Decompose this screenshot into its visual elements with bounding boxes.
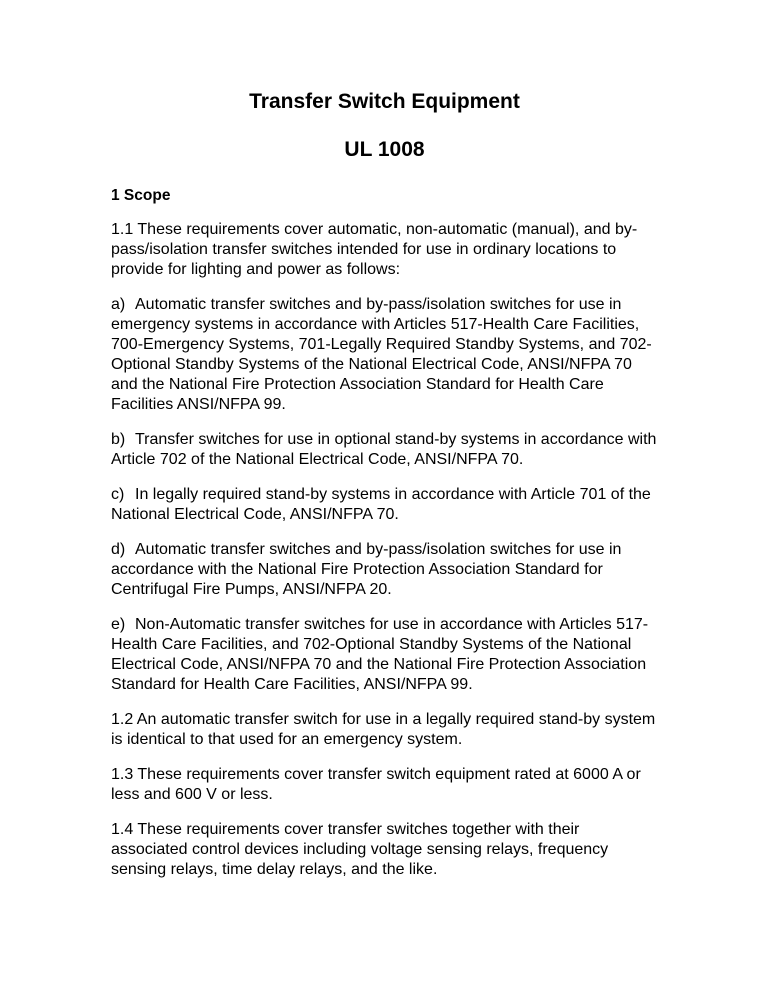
list-item-text: Non-Automatic transfer switches for use in accordance with Articles 517-Health Care Facilities, and 702-Optional Standby Systems of the National Electrical Code, ANSI/NFPA 70 and the National Fire Protection Association Standard for Health Care Facilities, ANSI/NFPA 99. — [111, 616, 649, 693]
list-item-text: Automatic transfer switches and by-pass/isolation switches for use in accordance with the National Fire Protection Association Standard for Centrifugal Fire Pumps, ANSI/NFPA 20. — [111, 541, 622, 598]
list-item-text: Transfer switches for use in optional stand-by systems in accordance with Article 702 of the National Electrical Code, ANSI/NFPA 70. — [111, 431, 657, 468]
list-item-text: In legally required stand-by systems in accordance with Article 701 of the National Electrical Code, ANSI/NFPA 70. — [111, 486, 651, 523]
list-item-label: b) — [111, 431, 126, 448]
list-item-label: d) — [111, 541, 126, 558]
list-item-e — [111, 600, 658, 695]
list-item-label: a) — [111, 296, 126, 313]
paragraph-1-2: 1.2 An automatic transfer switch for use in a legally required stand-by system is identical to that used for an emergency system. — [111, 711, 656, 748]
list-item-c — [111, 470, 658, 525]
paragraph-1-1: 1.1 These requirements cover automatic, non-automatic (manual), and by-pass/isolation transfer switches intended for use in ordinary locations to provide for lighting and power as follows: — [111, 221, 638, 278]
list-item-text: Automatic transfer switches and by-pass/isolation switches for use in emergency systems in accordance with Articles 517-Health Care Facilities, 700-Emergency Systems, 701-Legally Required Standby Systems, and 702-Optional Standby Systems of the National Electrical Code, ANSI/NFPA 70 and the National Fire Protection Association Standard for Health Care Facilities ANSI/NFPA 99. — [111, 296, 652, 413]
list-item-a — [111, 280, 658, 415]
document-title: Transfer Switch Equipment — [249, 90, 520, 113]
list-item-label: c) — [111, 486, 125, 503]
list-item-b — [111, 415, 658, 470]
document-subtitle: UL 1008 — [344, 138, 425, 161]
paragraph-1-3: 1.3 These requirements cover transfer switch equipment rated at 6000 A or less and 600 V or less. — [111, 766, 641, 803]
list-item-label: e) — [111, 616, 126, 633]
paragraph-1-4: 1.4 These requirements cover transfer switches together with their associated control devices including voltage sensing relays, frequency sensing relays, time delay relays, and the like. — [111, 821, 609, 878]
section-heading-scope: 1 Scope — [111, 187, 171, 204]
list-item-d — [111, 525, 658, 600]
